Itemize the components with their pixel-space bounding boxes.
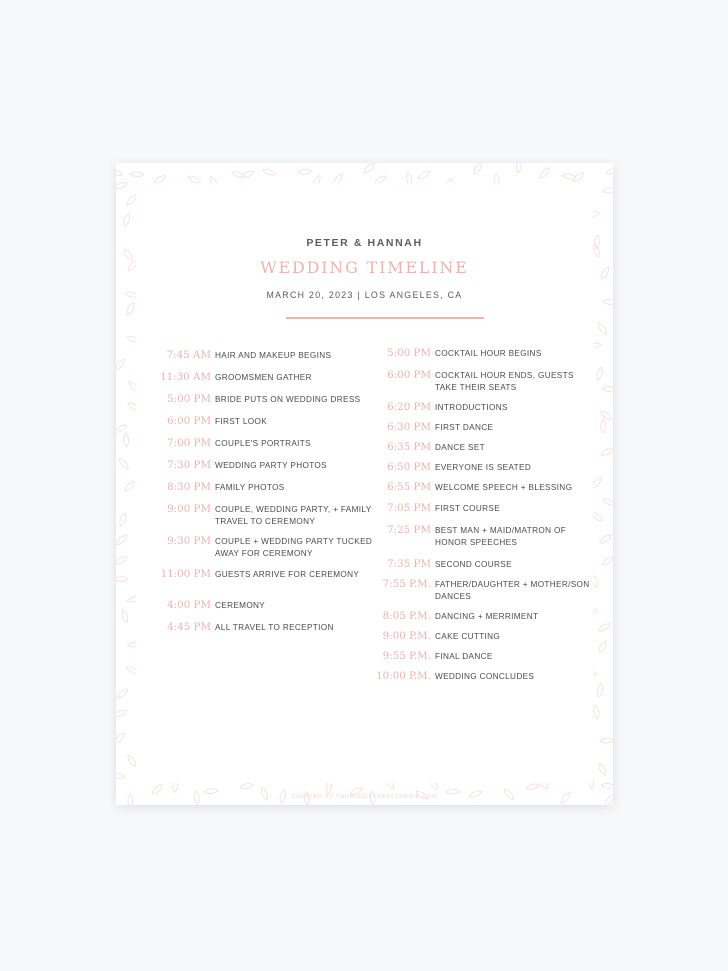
- timeline-event: INTRODUCTIONS: [435, 403, 508, 412]
- timeline-event: FAMILY PHOTOS: [215, 483, 285, 492]
- date-location: MARCH 20, 2023 | LOS ANGELES, CA: [266, 290, 463, 300]
- timeline-time: 4:45 PM: [167, 621, 211, 633]
- timeline-event: WELCOME SPEECH + BLESSING: [435, 483, 573, 492]
- timeline-event: BRIDE PUTS ON WEDDING DRESS: [215, 395, 361, 404]
- timeline-event: FIRST COURSE: [435, 504, 501, 513]
- timeline-time: 11:00 PM: [160, 568, 211, 580]
- document-title: WEDDING TIMELINE: [260, 258, 469, 277]
- couple-names: PETER & HANNAH: [306, 237, 423, 249]
- timeline-time: 11:30 AM: [160, 371, 211, 383]
- timeline-event: COUPLE'S PORTRAITS: [215, 439, 311, 448]
- title-divider: [286, 317, 484, 319]
- timeline-time: 8:05 P.M.: [382, 610, 431, 622]
- timeline-event: SECOND COURSE: [435, 560, 512, 569]
- timeline-event: BEST MAN + MAID/MATRON OF HONOR SPEECHES: [435, 526, 567, 547]
- timeline-time: 5:00 PM: [387, 347, 431, 359]
- timeline-event: FIRST LOOK: [215, 417, 268, 426]
- timeline-time: 4:00 PM: [167, 599, 211, 611]
- timeline-time: 7:55 P.M.: [382, 578, 431, 590]
- timeline-event: DANCE SET: [435, 443, 486, 452]
- timeline-time: 6:50 PM: [387, 461, 431, 473]
- timeline-event: GROOMSMEN GATHER: [215, 373, 312, 382]
- timeline-document: [116, 163, 613, 805]
- timeline-time: 7:25 PM: [387, 524, 431, 536]
- timeline-time: 9:00 P.M.: [382, 630, 431, 642]
- timeline-time: 9:30 PM: [167, 535, 211, 547]
- timeline-event: EVERYONE IS SEATED: [435, 463, 532, 472]
- footer-credit: CREATED BY THEBUDGETSAVVYBRIDE.COM: [291, 794, 438, 800]
- timeline-event: ALL TRAVEL TO RECEPTION: [215, 623, 334, 632]
- timeline-time: 6:55 PM: [387, 481, 431, 493]
- document-body: [136, 183, 593, 783]
- timeline-event: HAIR AND MAKEUP BEGINS: [215, 351, 332, 360]
- timeline-time: 6:30 PM: [387, 421, 431, 433]
- timeline-time: 6:00 PM: [167, 415, 211, 427]
- timeline-event: COUPLE + WEDDING PARTY TUCKED AWAY FOR CEREMONY: [215, 537, 373, 558]
- timeline-time: 7:00 PM: [167, 437, 211, 449]
- timeline-time: 7:45 AM: [166, 349, 211, 361]
- timeline-time: 7:30 PM: [167, 459, 211, 471]
- timeline-event: COCKTAIL HOUR ENDS, GUESTS TAKE THEIR SEATS: [435, 371, 574, 392]
- timeline-time: 10:00 P.M.: [376, 670, 431, 682]
- timeline-time: 6:00 PM: [387, 369, 431, 381]
- timeline-time: 8:30 PM: [167, 481, 211, 493]
- timeline-event: FIRST DANCE: [435, 423, 494, 432]
- timeline-time: 7:05 PM: [387, 502, 431, 514]
- timeline-time: 9:55 P.M.: [382, 650, 431, 662]
- timeline-event: FATHER/DAUGHTER + MOTHER/SON DANCES: [435, 580, 590, 601]
- timeline-event: GUESTS ARRIVE FOR CEREMONY: [215, 570, 360, 579]
- timeline-event: CAKE CUTTING: [435, 632, 501, 641]
- timeline-event: COCKTAIL HOUR BEGINS: [435, 349, 542, 358]
- timeline-event: FINAL DANCE: [435, 652, 493, 661]
- timeline-time: 9:00 PM: [167, 503, 211, 515]
- timeline-event: WEDDING CONCLUDES: [435, 672, 535, 681]
- timeline-event: DANCING + MERRIMENT: [435, 612, 539, 621]
- timeline-event: COUPLE, WEDDING PARTY, + FAMILY TRAVEL TO CEREMONY: [215, 505, 372, 526]
- timeline-time: 6:20 PM: [387, 401, 431, 413]
- timeline-event: WEDDING PARTY PHOTOS: [215, 461, 327, 470]
- timeline-time: 7:35 PM: [387, 558, 431, 570]
- timeline-time: 5:00 PM: [167, 393, 211, 405]
- timeline-event: CEREMONY: [215, 601, 266, 610]
- timeline-time: 6:35 PM: [387, 441, 431, 453]
